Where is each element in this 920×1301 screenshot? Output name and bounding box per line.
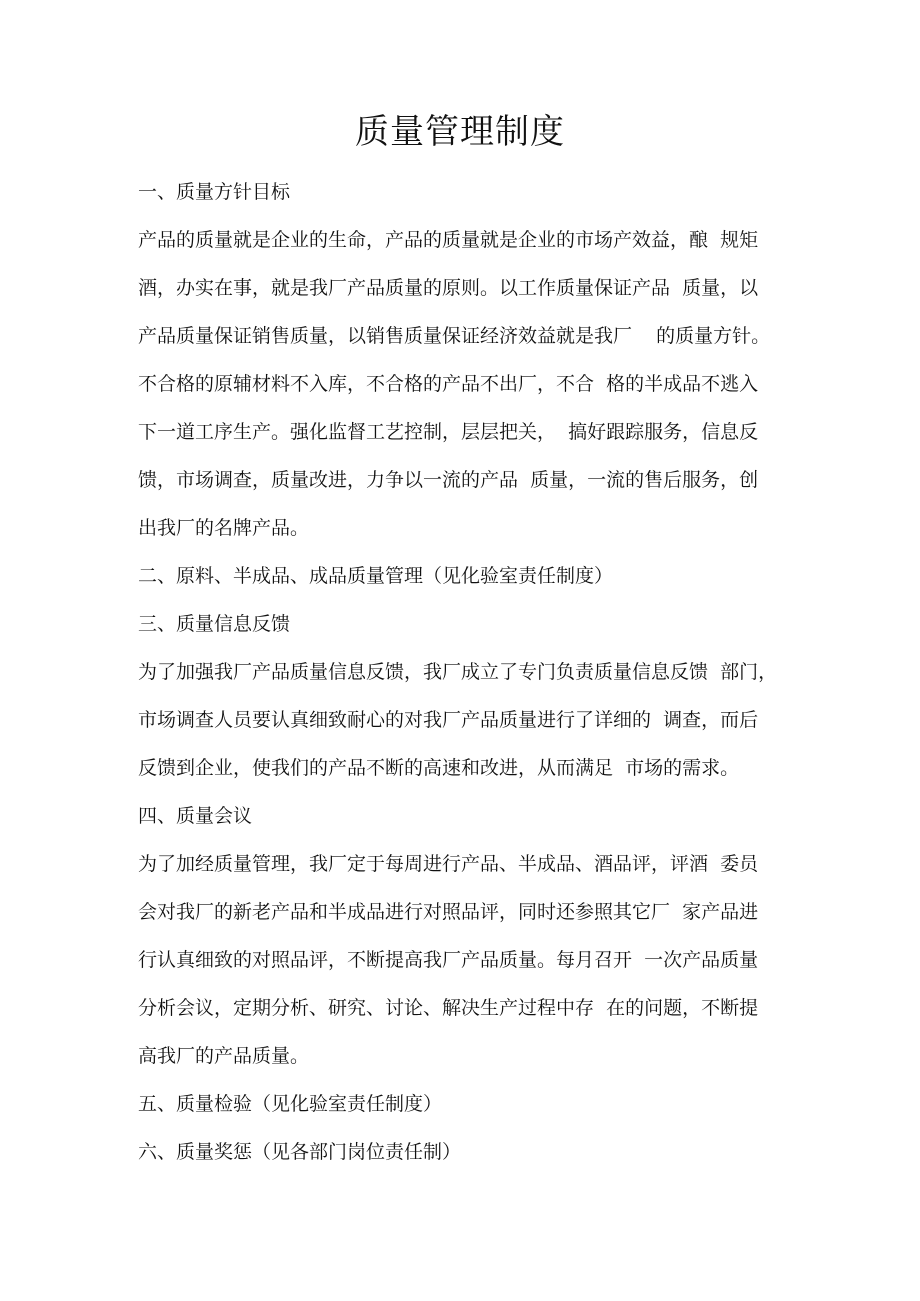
- paragraph-line: 出我厂的名牌产品。: [138, 517, 310, 539]
- section-heading-4: 四、质量会议: [138, 805, 253, 827]
- paragraph-line: 产品的质量就是企业的生命，产品的质量就是企业的市场产效益，酿 规矩: [138, 229, 759, 251]
- paragraph-line: 酒，办实在事，就是我厂产品质量的原则。以工作质量保证产品 质量，以: [138, 277, 759, 299]
- paragraph-line: 市场调查人员要认真细致耐心的对我厂产品质量进行了详细的 调查，而后: [138, 709, 759, 731]
- paragraph-line: 高我厂的产品质量。: [138, 1045, 310, 1067]
- document-body: [138, 168, 798, 1176]
- document-title: 质量管理制度: [355, 112, 565, 152]
- paragraph-line: 行认真细致的对照品评，不断提高我厂产品质量。每月召开 一次产品质量: [138, 949, 759, 971]
- section-heading-2: 二、原料、半成品、成品质量管理（见化验室责任制度）: [138, 565, 614, 587]
- section-heading-1: 一、质量方针目标: [138, 181, 291, 203]
- section-heading-6: 六、质量奖惩（见各部门岗位责任制）: [138, 1141, 462, 1163]
- paragraph-line: 为了加强我厂产品质量信息反馈，我厂成立了专门负责质量信息反馈 部门，: [138, 661, 778, 683]
- section-heading-5: 五、质量检验（见化验室责任制度）: [138, 1093, 443, 1115]
- paragraph-line: 馈，市场调查，质量改进，力争以一流的产品 质量，一流的售后服务，创: [138, 469, 759, 491]
- paragraph-line: 分析会议，定期分析、研究、讨论、解决生产过程中存 在的问题，不断提: [138, 997, 759, 1019]
- paragraph-line: 反馈到企业，使我们的产品不断的高速和改进，从而满足 市场的需求。: [138, 757, 740, 779]
- section-heading-3: 三、质量信息反馈: [138, 613, 291, 635]
- paragraph-line: 不合格的原辅材料不入库，不合格的产品不出厂，不合 格的半成品不逃入: [138, 373, 759, 395]
- paragraph-line: 产品质量保证销售质量，以销售质量保证经济效益就是我厂 的质量方针。: [138, 325, 771, 347]
- paragraph-line: 会对我厂的新老产品和半成品进行对照品评，同时还参照其它厂 家产品进: [138, 901, 759, 923]
- paragraph-line: 为了加经质量管理，我厂定于每周进行产品、半成品、酒品评，评酒 委员: [138, 853, 759, 875]
- paragraph-line: 下一道工序生产。强化监督工艺控制，层层把关， 搞好跟踪服务，信息反: [138, 421, 759, 443]
